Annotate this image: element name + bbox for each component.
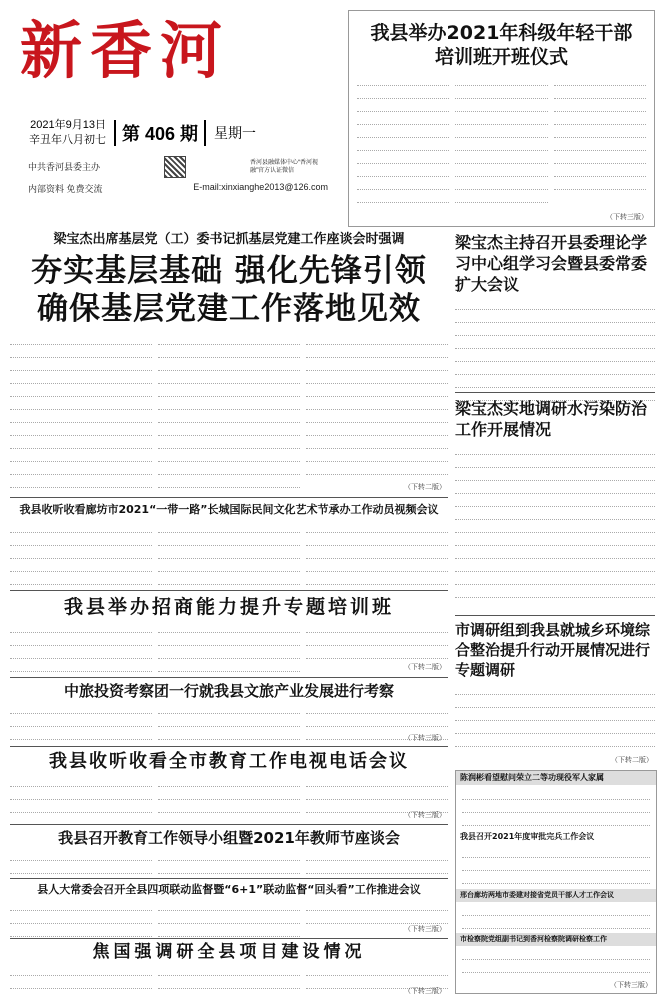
continued-note: （下转二版） bbox=[611, 757, 653, 764]
article-title: 梁宝杰实地调研水污染防治工作开展情况 bbox=[455, 399, 648, 439]
publisher-row bbox=[28, 156, 328, 178]
divider bbox=[455, 615, 655, 616]
article-item-3 bbox=[10, 681, 448, 743]
article-item-7 bbox=[10, 941, 448, 996]
article-right-3 bbox=[455, 620, 655, 765]
article-title: 梁宝杰主持召开县委理论学习中心组学习会暨县委常委扩大会议 bbox=[455, 233, 648, 294]
lead-kicker: 梁宝杰出席基层党（工）委书记抓基层党建工作座谈会时强调 bbox=[53, 232, 405, 247]
divider bbox=[10, 938, 448, 939]
dateline bbox=[14, 118, 340, 148]
article-item-2 bbox=[10, 594, 448, 672]
lunar-date: 辛丑年八月初七 bbox=[29, 133, 106, 146]
article-right-1 bbox=[455, 232, 655, 387]
article-top-right bbox=[348, 10, 655, 227]
lead-article bbox=[10, 232, 448, 492]
article-item-6 bbox=[10, 882, 448, 934]
lead-title-line2: 确保基层党建工作落地见效 bbox=[37, 291, 421, 327]
brief-title-2: 我县召开2021年度审批完兵工作会议 bbox=[460, 832, 595, 841]
divider bbox=[10, 590, 448, 591]
continued-note: （下转三版） bbox=[404, 812, 446, 819]
article-title: 我县举办2021年科级年轻干部培训班开班仪式 bbox=[370, 22, 633, 68]
issue-number: 第 406 期 bbox=[114, 120, 206, 146]
article-right-2 bbox=[455, 398, 655, 598]
distribution-note: 内部资料 免费交流 bbox=[28, 183, 103, 194]
article-title: 焦国强调研全县项目建设情况 bbox=[92, 942, 366, 962]
article-title: 我县收听收看全市教育工作电视电话会议 bbox=[49, 751, 409, 772]
divider bbox=[455, 392, 655, 393]
article-title: 中旅投资考察团一行就我县文旅产业发展进行考察 bbox=[63, 682, 394, 700]
continued-note: （下转三版） bbox=[606, 214, 648, 221]
continued-note: （下转三版） bbox=[404, 988, 446, 995]
email: E-mail:xinxianghe2013@126.com bbox=[193, 181, 328, 192]
brief-title-4: 市检察院党组副书记到香河检察院调研检察工作 bbox=[460, 935, 607, 943]
article-title: 我县召开教育工作领导小组暨2021年教师节座谈会 bbox=[58, 829, 400, 847]
article-title: 市调研组到我县就城乡环境综合整治提升行动开展情况进行专题调研 bbox=[455, 621, 651, 679]
lead-title-line1: 夯实基层基础 强化先锋引领 bbox=[31, 253, 427, 289]
divider bbox=[10, 677, 448, 678]
divider bbox=[10, 497, 448, 498]
masthead bbox=[14, 14, 340, 204]
brief-title-3: 邢台廊坊两地市委建对接省党员干部人才工作会议 bbox=[460, 891, 614, 899]
article-item-1 bbox=[10, 502, 448, 582]
publisher: 中共香河县委主办 bbox=[28, 162, 101, 173]
gregorian-date: 2021年9月13日 bbox=[30, 119, 106, 131]
briefs-box bbox=[455, 770, 657, 994]
continued-note: （下转二版） bbox=[404, 484, 446, 491]
date-block bbox=[14, 118, 114, 148]
weekday: 星期一 bbox=[214, 124, 257, 141]
article-title: 县人大常委会召开全县四项联动监督暨“6+1”联动监督“回头看”工作推进会议 bbox=[37, 883, 421, 896]
brief-title-1: 陈润彬看望慰问荣立二等功现役军人家属 bbox=[460, 773, 604, 782]
article-item-5 bbox=[10, 828, 448, 874]
newspaper-logo: 新香河 bbox=[20, 14, 231, 87]
continued-note: （下转二版） bbox=[404, 664, 446, 671]
continued-note: （下转三版） bbox=[404, 735, 446, 742]
continued-note: （下转三版） bbox=[610, 982, 652, 989]
qr-code-icon bbox=[164, 156, 186, 178]
divider bbox=[10, 878, 448, 879]
contact-row bbox=[28, 182, 328, 195]
divider bbox=[10, 824, 448, 825]
divider bbox=[10, 746, 448, 747]
qr-caption: 香河县融媒体中心“香河视融”官方认证微信 bbox=[249, 159, 318, 174]
article-item-4 bbox=[10, 750, 448, 820]
article-title: 我县收听收看廊坊市2021“一带一路”长城国际民间文化艺术节承办工作动员视频会议 bbox=[19, 503, 439, 516]
continued-note: （下转三版） bbox=[404, 926, 446, 933]
article-title: 我县举办招商能力提升专题培训班 bbox=[63, 596, 394, 618]
